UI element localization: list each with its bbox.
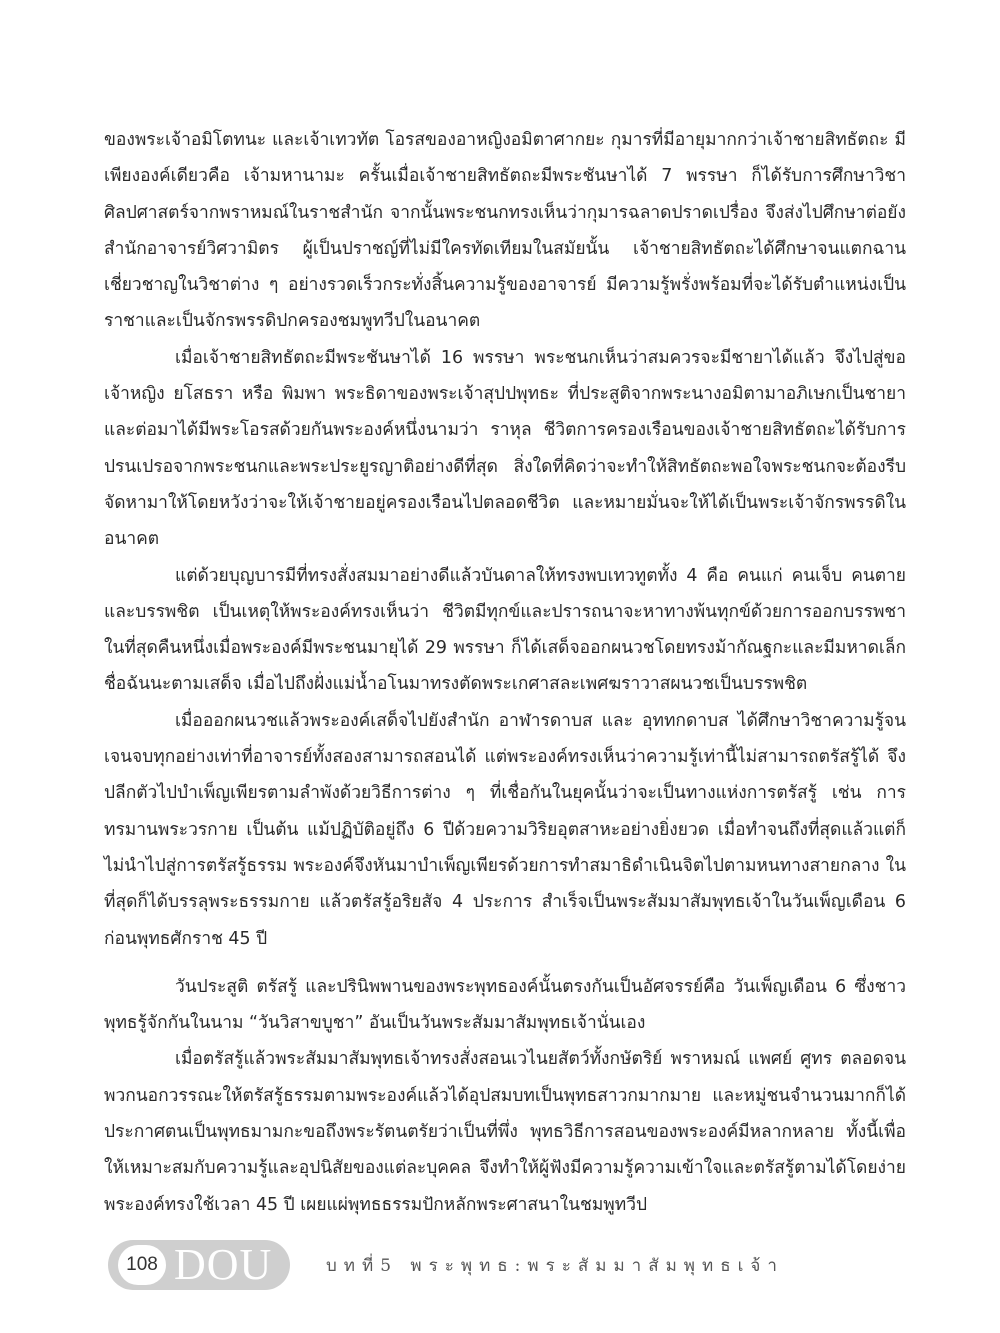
body-paragraph-1: ของพระเจ้าอมิโตทนะ และเจ้าเทวทัต โอรสของอาหญิงอมิตาศากยะ กุมารที่มีอายุมากกว่าเจ้าชายสิทธัตถะ มีเพียงองค์เดียวคือ เจ้ามหานามะ ครั้นเมื่อเจ้าชายสิทธัตถะมีพระชันษาได้ 7 พรรษา ก็ได้รับการศึกษาวิชาศิลปศาสตร์จากพราหมณ์ในราชสำนัก จากนั้นพระชนกทรงเห็นว่ากุมารฉลาดปราดเปรื่อง จึงส่งไปศึกษาต่อยังสำนักอาจารย์วิศวามิตร ผู้เป็นปราชญ์ที่ไม่มีใครทัดเทียมในสมัยนั้น เจ้าชายสิทธัตถะได้ศึกษาจนแตกฉานเชี่ยวชาญในวิชาต่าง ๆ อย่างรวดเร็วกระทั่งสิ้นความรู้ของอาจารย์ มีความรู้พรั่งพร้อมที่จะได้รับตำแหน่งเป็นราชาและเป็นจักรพรรดิปกครองชมพูทวีปในอนาคต xyxy=(104,130,906,332)
chapter-title: บทที่5 พระพุทธ:พระสัมมาสัมพุทธเจ้า xyxy=(326,1255,784,1276)
body-paragraph-6: เมื่อตรัสรู้แล้วพระสัมมาสัมพุทธเจ้าทรงสั่งสอนเวไนยสัตว์ทั้งกษัตริย์ พราหมณ์ แพศย์ ศูทร ตลอดจนพวกนอกวรรณะให้ตรัสรู้ธรรมตามพระองค์แล้วได้อุปสมบทเป็นพุทธสาวกมากมาย และหมู่ชนจำนวนมากก็ได้ประกาศตนเป็นพุทธมามกะขอถึงพระรัตนตรัยว่าเป็นที่พึ่ง พุทธวิธีการสอนของพระองค์มีหลากหลาย ทั้งนี้เพื่อให้เหมาะสมกับความรู้และอุปนิสัยของแต่ละบุคคล จึงทำให้ผู้ฟังมีความรู้ความเข้าใจและตรัสรู้ตามได้โดยง่าย พระองค์ทรงใช้เวลา 45 ปี เผยแผ่พุทธธรรมปักหลักพระศาสนาในชมพูทวีป xyxy=(104,1049,906,1215)
dou-logo: DOU xyxy=(174,1240,273,1289)
page-badge xyxy=(108,1240,290,1290)
page-footer xyxy=(108,1240,784,1290)
body-paragraph-5: วันประสูติ ตรัสรู้ และปรินิพพานของพระพุทธองค์นั้นตรงกันเป็นอัศจรรย์คือ วันเพ็ญเดือน 6 ซึ่งชาวพุทธรู้จักกันในนาม “วันวิสาขบูชา” อันเป็นวันพระสัมมาสัมพุทธเจ้านั่นเอง xyxy=(104,976,906,1034)
body-paragraph-3: แต่ด้วยบุญบารมีที่ทรงสั่งสมมาอย่างดีแล้วบันดาลให้ทรงพบเทวทูตทั้ง 4 คือ คนแก่ คนเจ็บ คนตาย และบรรพชิต เป็นเหตุให้พระองค์ทรงเห็นว่า ชีวิตมีทุกข์และปรารถนาจะหาทางพ้นทุกข์ด้วยการออกบรรพชา ในที่สุดคืนหนึ่งเมื่อพระองค์มีพระชนมายุได้ 29 พรรษา ก็ได้เสด็จออกผนวชโดยทรงม้ากัณฐกะและมีมหาดเล็กชื่อฉันนะตามเสด็จ เมื่อไปถึงฝั่งแม่น้ำอโนมาทรงตัดพระเกศาสละเพศฆราวาสผนวชเป็นบรรพชิต xyxy=(104,565,906,695)
body-paragraph-4: เมื่อออกผนวชแล้วพระองค์เสด็จไปยังสำนัก อาฬารดาบส และ อุททกดาบส ได้ศึกษาวิชาความรู้จนเจนจบทุกอย่างเท่าที่อาจารย์ทั้งสองสามารถสอนได้ แต่พระองค์ทรงเห็นว่าความรู้เท่านี้ไม่สามารถตรัสรู้ได้ จึงปลีกตัวไปบำเพ็ญเพียรตามลำพังด้วยวิธีการต่าง ๆ ที่เชื่อกันในยุคนั้นว่าจะเป็นทางแห่งการตรัสรู้ เช่น การทรมานพระวรกาย เป็นต้น แม้ปฏิบัติอยู่ถึง 6 ปีด้วยความวิริยอุตสาหะอย่างยิ่งยวด เมื่อทำจนถึงที่สุดแล้วแต่ก็ไม่นำไปสู่การตรัสรู้ธรรม พระองค์จึงหันมาบำเพ็ญเพียรด้วยการทำสมาธิดำเนินจิตไปตามหนทางสายกลาง ในที่สุดก็ได้บรรลุพระธรรมกาย แล้วตรัสรู้อริยสัจ 4 ประการ สำเร็จเป็นพระสัมมาสัมพุทธเจ้าในวันเพ็ญเดือน 6 ก่อนพุทธศักราช 45 ปี xyxy=(104,710,906,949)
page-number: 108 xyxy=(118,1245,166,1285)
body-paragraph-2: เมื่อเจ้าชายสิทธัตถะมีพระชันษาได้ 16 พรรษา พระชนกเห็นว่าสมควรจะมีชายาได้แล้ว จึงไปสู่ขอเจ้าหญิง ยโสธรา หรือ พิมพา พระธิดาของพระเจ้าสุปปพุทธะ ที่ประสูติจากพระนางอมิตามาอภิเษกเป็นชายาและต่อมาได้มีพระโอรสด้วยกันพระองค์หนึ่งนามว่า ราหุล ชีวิตการครองเรือนของเจ้าชายสิทธัตถะได้รับการปรนเปรอจากพระชนกและพระประยูรญาติอย่างดีที่สุด สิ่งใดที่คิดว่าจะทำให้สิทธัตถะพอใจพระชนกจะต้องรีบจัดหามาให้โดยหวังว่าจะให้เจ้าชายอยู่ครองเรือนไปตลอดชีวิต และหมายมั่นจะให้ได้เป็นพระเจ้าจักรพรรดิในอนาคต xyxy=(104,347,906,550)
page-body xyxy=(104,122,906,1223)
